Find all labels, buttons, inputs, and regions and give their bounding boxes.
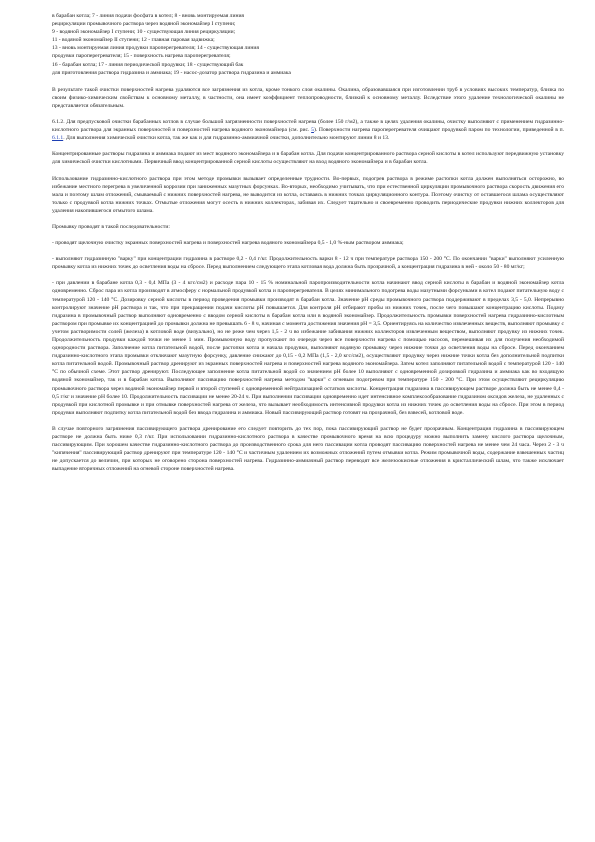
paragraph-step-alkaline: - проводят щелочную очистку экранных поверхностей нагрева и поверхностей нагрева водяного экономайзера 0,5 - 1,0 %-ным раствором аммиака; — [52, 240, 404, 247]
legend-line: 9 - водяной экономайзер I ступени; 10 - существующая линия рециркуляции; — [52, 29, 236, 36]
paragraph-text: ). Поверхности нагрева пароперегревателя очищают продувкой паром по технологии, приведенной в п. — [313, 127, 564, 134]
legend-line: 13 - вновь монтируемая линия продувки пароперегревателя; 14 - существующая линия — [52, 45, 259, 52]
figure-legend — [52, 12, 564, 77]
paragraph-oxide-scale: В результате такой очистки поверхностей нагрева удаляются все загрязнения из котла, кроме тонкого слоя окалины. Окалина, образовавшаяся при изготовлении труб в условиях высоких температур, близка по своим физико-химическим свойствам к основному металлу, в частности, она имеет коэффициент теплопроводности, близкий к основному металлу. Вследствие этого удаление технологической окалины не представляется обязательным. — [52, 86, 564, 109]
document-page — [52, 12, 564, 482]
legend-line: продувки пароперегревателя; 15 - поверхность нагрева пароперегревателя; — [52, 53, 231, 60]
legend-line: 16 - барабан котла; 17 - линия периодической продувки; 18 - существующий бак — [52, 61, 244, 68]
figure-5-link[interactable]: 5 — [311, 127, 314, 134]
legend-line: 11 - водяной экономайзер II ступени; 12 - главная паровая задвижка; — [52, 37, 215, 44]
paragraph-step-acid-wash: - при давлении в барабане котла 0,3 - 0,4 МПа (3 - 4 кгс/см2) и расходе пара 10 - 15 % номинальной паропроизводительности котла начинают ввод серной кислоты в барабан и водяной экономайзер котла одновременно. Сброс пара из котла производят в атмосферу с нормальной продувкой котла и пароперегревателя. В целях минимального подогрева воды мазутными форсунками в котел подают питательную воду с температурой 120 - 140 °С. Дозировку серной кислоты в период проведения промывки производят в барабан котла. Значение рН среды промывочного раствора поддерживают в пределах 3,5 - 5,0. Непрерывно контролируют значение рН раствора и так, что при прекращении подачи кислоты рН повышается. Для контроля рН отбирают пробы из нижних точек, после чего повышают концентрацию кислоты. Подачу гидразина в промывочный раствор выполняют одновременно с вводом серной кислоты в барабан котла или в водяной экономайзер. Продолжительность промывки поверхностей нагрева гидразинно-кислотным раствором при промывке их концентрацией до промывки должна не превышать 6 - 8 ч, начиная с момента достижения значения рН = 3,5. Ориентируясь на количество извлеченных веществ, выполняют промывку с учетом растворимости солей (железа) в котловой воде (визуально), но не реже чем через 1,5 - 2 ч во избежание забивания нижних коллекторов извлеченным веществом, выполняют продувку из нижних точек. Продолжительность продувки каждой точки не менее 1 мин. Промывочную воду пропускают по очереди через все поверхности нагрева с помощью насосов, перемешивая их для получения необходимой однородности раствора. Заполнение котла питательной водой, после растопки котла и начала продувки, выполняют водяную промывку через нижние точки до осветления воды на сбросе. Перед окончанием гидразинно-кислотного этапа промывки отключают мазутную форсунку, давление снижают до 0,15 - 0,2 МПа (1,5 - 2,0 кгс/см2), осуществляют продувку через нижние точки котла без дополнительной подпитки котла питательной водой. Промывочный раствор дренируют из экранных поверхностей нагрева и поверхностей нагрева водяного экономайзера. Затем котел заполняют питательной водой с температурой 120 - 140 °С по обычной схеме. Этот раствор дренируют. Последующее заполнение котла питательной водой со значением рН более 10 выполняют с одновременной дозировкой гидразина и аммиака как во входящую водяной экономайзер, так и в барабан котла. Выполняют пассивацию поверхностей нагрева методом "варки" с огневым подогревом при температуре 150 - 200 °С. При этом осуществляют рециркуляцию промывочного раствора через водяной экономайзер первой и второй ступеней с одновременной нейтрализацией остатков кислоты. Концентрация гидразина в пассивирующем растворе должна быть не менее 0,4 - 0,5 г/кг и значение рН более 10. Продолжительность пассивации не менее 20-24 ч. При выполнении пассивации одновременно идет интенсивное комплексообразование гидразином оксидов железа, не удаленных с продувкой при кислотной промывке и при отмывке поверхностей нагрева от железа, что вызывает необходимость интенсивной продувки котла из нижних точек до осветления воды на сбросе. При этом в период продувки выполняют подпитку котла питательной водой без ввода гидразина и аммиака. Новый пассивирующий раствор готовят на прозрачной, без взвесей, котловой воде. — [52, 280, 564, 416]
paragraph-text: 6.1.2. Для предпусковой очистки барабанных котлов в случае большой загрязненности поверхностей нагрева (более 150 г/м2), а также в целях удаления окалины, очистку выполняют с применением гидразинно-кислотного раствора для экранных поверхностей и поверхностей нагрева водяного экономайзера (см. рис. — [52, 119, 564, 134]
paragraph-sequence-intro: Промывку проводят в такой последовательности: — [52, 223, 170, 230]
section-6-1-1-link[interactable]: 6.1.1 — [52, 135, 64, 142]
legend-line: рециркуляции промывочного раствора через водяной экономайзер I ступени; — [52, 21, 236, 28]
paragraph-6-1-2 — [52, 118, 564, 142]
paragraph-difficulties: Использование гидразинно-кислотного раствора при этом методе промывки вызывает определенные трудности. Во-первых, подогрев раствора в режиме растопки котла должен выполняться осторожно, во избежание местного перегрева в увеличенной коррозии при заниженных мазутных форсунках. Во-вторых, необходимо учитывать, что при естественной циркуляции промывочного раствора скорость движения его мала и поэтому шлам отложений, смываемый с нижних поверхностей нагрева, не выводится из котла, оставаясь в нижних точках циркуляционного контура. Поэтому очистку от оставшегося шлама осуществляют только с продувкой котла нижних точках. Отмытые отложения могут осесть в нижних коллекторах, забивая их. Следует тщательно и своевременно проводить периодические продувки нижних коллекторов для удаления накопившегося отмытого шлама. — [52, 175, 564, 214]
paragraph-repeat-drain: В случае повторного загрязнения пассивирующего раствора дренирование его следует повторить до тех пор, пока пассивирующий раствор не будет прозрачным. Концентрация гидразина в пассивирующем растворе не должна быть ниже 0,3 г/кг. При использовании гидразинно-кислотного раствора в качестве промывочного время на всю процедуру можно выполнить замену кислого раствора щелочным, пассивирующим. При хорошем качестве гидразинно-кислотного раствора до производственного срока для него пассивации котла проводят пассивацию поверхностей нагрева не менее чем 24 часа. Через 2 - 3 ч "кипячения" пассивирующий раствор дренируют при температуре 120 - 140 °С и частичным удалением их возможных отложений путем отмывки котла. Режим промывочной воды, содержание взвешенных частиц не допускается до величин, при которых не оговорено сторона поверхностей нагрева. Гидразинно-аммиачный раствор переводят все железоокисные отложения в кристаллический шлам, что также исключает выпадение вторичных отложений на огневой стороне поверхностей нагрева. — [52, 425, 564, 473]
paragraph-text: . Для выполнения химической очистки котла, так же как и для гидразинно-аммиачной очистки, дополнительно монтируют линии 8 и 13. — [63, 135, 390, 142]
legend-line: для приготовления раствора гидразина и аммиака; 19 - насос-дозатор раствора гидразина и аммиака — [52, 69, 291, 76]
legend-line: в барабан котла; 7 - линия подачи фосфата в котел; 8 - вновь монтируемая линия — [52, 13, 245, 19]
paragraph-step-hydrazine-boil: - выполняют гидразинную "варку" при концентрации гидразина в растворе 0,2 - 0,4 г/кг. Продолжительность варки 8 - 12 ч при температуре раствора 150 - 200 °С. По окончании "варки" выполняют усиленную промывку котла из нижних точек до осветления воды на сбросе. Перед выполнением следующего этапа котловая вода должна быть прозрачной, а концентрация гидразина в ней - около 50 - 80 мг/кг; — [52, 256, 564, 271]
paragraph-reagent-feed: Концентрированные растворы гидразина и аммиака подают из мест водяного экономайзера и в барабан котла. Для подачи концентрированного раствора серной кислоты в котел используют передвижную установку для химической очистки кислотными. Первичный ввод концентрированной серной кислоты осуществляют на вход водяного экономайзера и в барабан котла. — [52, 151, 564, 166]
